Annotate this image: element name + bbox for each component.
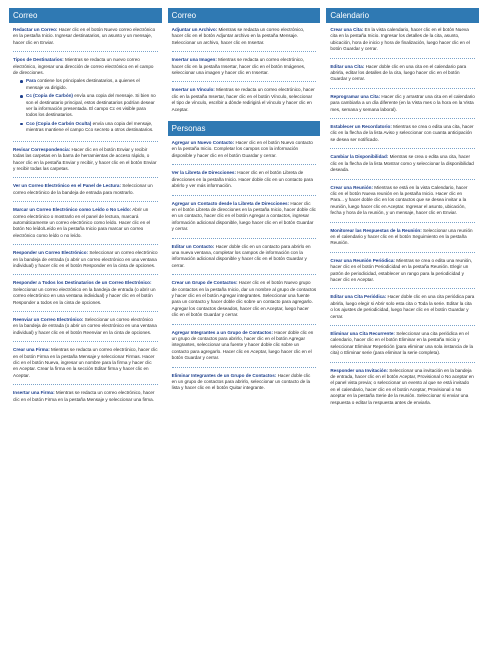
instruction-term: Editar un Contacto: <box>171 243 215 249</box>
instruction-item <box>172 244 317 270</box>
instruction-text: Seleccionar una cita periódica en el calendario, hacer clic en el botón Eliminar en la pestaña Inicio y seleccionar Eliminar Repetición (para eliminar una sola instancia de la cita) o Eliminar serie (para eliminar la serie completa). <box>330 331 474 356</box>
instruction-item <box>172 140 317 159</box>
sub-term: Cco (Copia de Carbón Oculta) <box>26 120 92 126</box>
instruction-term: Insertar un Vínculo: <box>171 87 215 93</box>
instruction-term: Editar una Cita Periódica: <box>330 294 387 300</box>
divider <box>172 238 317 239</box>
column-1 <box>9 8 162 640</box>
instruction-item <box>13 57 158 135</box>
divider <box>330 58 475 59</box>
instruction-text: Seleccionar una invitación en la bandeja de entrada, hacer clic en el botón Aceptar, Provisional o No aceptar en el panel vista previa; o seleccionar un evento al que se está invitado en el calendario, hacer clic en el botón Aceptar, Provisional o No aceptar en la pestaña Serie de la reunión. Seleccionar si enviar una respuesta o editar la respuesta antes de enviarla. <box>330 367 474 405</box>
instruction-term: Ver un Correo Electrónico en el Panel de Lectura: <box>13 183 121 189</box>
divider <box>172 81 317 82</box>
instruction-term: Reenviar un Correo Electrónico: <box>13 317 84 322</box>
instruction-term: Responder a Todos los Destinatarios de un Correo Electrónico: <box>13 280 152 286</box>
divider <box>330 179 475 180</box>
instruction-text: Mientras se redacta un nuevo correo electrónico, ingresar una dirección de correo electrónico en el campo de direcciones. <box>13 57 154 76</box>
instruction-term: Responder una Invitación: <box>330 367 389 373</box>
instruction-item <box>330 228 475 247</box>
instruction-term: Monitorear las Respuestas de la Reunión: <box>330 227 422 233</box>
instruction-term: Crear una Reunión: <box>330 184 373 190</box>
sub-list-item <box>19 78 158 91</box>
divider <box>172 274 317 275</box>
instruction-text: Hacer doble clic en un grupo de contactos para abrirlo, seleccionar un contacto de la lista y hacer clic en el botón Quitar integrante. <box>171 372 311 391</box>
instruction-text: Hacer clic en el botón Libreta de direcciones en la pestaña Inicio, hacer doble clic en un contacto, hacer clic en el botón Agregar a contactos, ingresar información adicional disponible, luego hacer clic en el botón Guardar y cerrar. <box>171 200 316 232</box>
instruction-item <box>13 347 158 379</box>
instruction-text: Hacer clic en el botón Libreta de direcciones en la pestaña Inicio. Hacer doble clic en un contacto para abrirlo y ver más información. <box>171 170 313 189</box>
instruction-term: Editar una Cita: <box>330 63 365 69</box>
divider <box>13 274 158 275</box>
instruction-term: Establecer un Recordatorio: <box>330 124 392 130</box>
divider <box>13 51 158 52</box>
sub-text: contiene los principales destinatarios, a quienes el mensaje va dirigido. <box>26 78 140 90</box>
divider <box>13 244 158 245</box>
section-header: Calendario <box>326 8 479 23</box>
divider <box>330 118 475 119</box>
instruction-term: Crear una Firma: <box>13 347 50 353</box>
instruction-item <box>172 27 317 46</box>
instruction-term: Agregar un Contacto desde la Libreta de Direcciones: <box>171 200 290 206</box>
instruction-item <box>172 330 317 362</box>
instruction-term: Eliminar Integrantes de un Grupo de Contactos: <box>171 372 277 378</box>
instruction-text: Hacer doble clic en una cita periódica para abrirla, luego elegir si Abrir solo esta cita o Toda la serie. Editar la cita o los ajustes de periodicidad, luego hacer clic en el botón Guardar y cerrar. <box>330 294 475 319</box>
instruction-text: Mientras se redacta un correo electrónico, hacer clic en el botón Adjuntar archivo en la pestaña Mensaje. Seleccionar un archivo, hacer clic en Insertar. <box>171 27 305 45</box>
instruction-text: Mientras se redacta un correo electrónico, hacer clic en el botón Firma en la pestaña Mensaje y seleccionar una firma. <box>13 390 155 402</box>
instruction-text: Hacer clic en el botón Nuevo grupo de contactos en la pestaña Inicio, dar un nombre al grupo de contactos y hacer clic en el botón Agregar integrantes. Seleccionar una fuente para un contacto y hacer doble clic sobre un contacto para agregarlo. Agregar los contactos deseados, hacer clic en Aceptar, luego hacer clic en el botón Guardar y cerrar. <box>171 280 317 318</box>
divider <box>13 177 158 178</box>
divider <box>172 51 317 52</box>
divider <box>13 141 158 142</box>
divider <box>330 288 475 289</box>
instruction-term: Responder un Correo Electrónico: <box>13 250 89 256</box>
divider <box>330 88 475 89</box>
instruction-item <box>172 280 317 318</box>
instruction-item <box>330 185 475 217</box>
instruction-text: Mientras se redacta un correo electrónico, hacer clic en la pestaña Insertar, hacer clic en el botón Vínculo, seleccionar el tipo de vínculo, escribir a dónde redirigirá el vínculo y hacer clic en Aceptar. <box>171 87 315 112</box>
instruction-item <box>330 64 475 83</box>
sub-list <box>13 78 158 133</box>
instruction-item <box>172 201 317 233</box>
divider <box>172 324 317 325</box>
instruction-term: Crear una Cita: <box>330 27 364 32</box>
column-3 <box>326 8 479 640</box>
instruction-term: Crear un Grupo de Contactos: <box>171 280 238 286</box>
sub-text: envía una copia del mensaje, mientras mantiene el campo Cco secreto a otros destinatarios. <box>26 120 154 133</box>
divider <box>330 362 475 363</box>
instruction-term: Marcar un Correo Electrónico como Leído o No Leído: <box>13 207 132 213</box>
divider <box>172 195 317 196</box>
instruction-text: Hacer doble clic en una cita en el calendario para abrirla, editar los detalles de la cita, luego hacer clic en el botón Guardar y cerrar. <box>330 63 467 82</box>
instruction-text: Hacer clic en el botón Nuevo contacto en la pestaña Inicio. Completar los campos con la información disponible y hacer clic en el botón Guardar y cerrar. <box>171 140 313 158</box>
instruction-text: Seleccionar una reunión en el calendario y hacer clic en el botón Seguimiento en la pestaña Reunión. <box>330 227 473 246</box>
instruction-item <box>330 154 475 173</box>
instruction-text: Hacer clic en el botón Nuevo correo electrónico en la pestaña Inicio. Ingresar destinatarios, un asunto y un mensaje, hacer clic en Enviar. <box>13 27 156 45</box>
instruction-text: Hacer clic en el botón Enviar y recibir todas las carpetas en la barra de herramientas de acceso rápido, o hacer clic en la pestaña Enviar y recibir, y hacer clic en el botón Enviar y recibir todas las carpetas. <box>13 146 157 171</box>
instruction-item <box>330 331 475 357</box>
instruction-item <box>330 294 475 320</box>
divider <box>172 164 317 165</box>
instruction-term: Revisar Correspondencia: <box>13 146 71 152</box>
divider <box>13 341 158 342</box>
instruction-item <box>13 147 158 173</box>
instruction-term: Insertar una Firma: <box>13 390 55 396</box>
section-header: Correo <box>9 8 162 23</box>
instruction-item <box>13 317 158 336</box>
instruction-text: Mientras se redacta un correo electrónico, hacer clic en el botón Firma en la pestaña Mensaje y seleccionar Firmas. Hacer clic en el botón Nueva, ingresar un nombre para la firma y hacer clic en Aceptar. Crear la firma en la sección Editar firma y hacer clic en Aceptar. <box>13 347 158 378</box>
instruction-item <box>172 373 317 392</box>
instruction-text: Mientras se crea o edita una cita, hacer clic en la flecha de la lista Aviso y seleccionar con cuanta anticipación se desea ser notificado. <box>330 124 474 142</box>
section-header: Correo <box>168 8 321 23</box>
divider <box>172 367 317 368</box>
instruction-item <box>172 87 317 113</box>
instruction-text: Abrir un correo electrónico o mostrarlo en el panel de lectura, marcará automáticamente un correo electrónico como leído. Hacer clic en el botón No leído/Leído en la pestaña Inicio para marcar un correo electrónico como leído o no leído. <box>13 207 151 238</box>
instruction-item <box>13 183 158 196</box>
instruction-text: En la vista calendario, hacer clic en el botón Nueva cita en la pestaña Inicio. Ingresar los detalles de la cita, asunto, ubicación, hora de inicio y hora de finalización, luego hacer clic en el botón Guardar y cerrar. <box>330 27 470 52</box>
instruction-text: Mientras se crea o edita una reunión, hacer clic en el botón Periodicidad en la pestaña Reunión. Elegir un patrón de periodicidad, establecer un rango para la periodicidad y hacer clic en Aceptar. <box>330 257 473 282</box>
instruction-text: Mientras se crea o edita una cita, hacer clic en la flecha de la lista Mostrar como y seleccionar la disponibilidad deseada. <box>330 154 474 173</box>
instruction-item <box>13 250 158 269</box>
instruction-item <box>13 390 158 403</box>
instruction-text: Mientras se está en la vista Calendario, hacer clic en el botón Nueva reunión en la pestaña Inicio. Hacer clic en Para... y hacer doble clic en los contactos que se desea invitar a la reunión, luego hacer clic en Aceptar. Ingresar el asunto, ubicación, fecha y hora de la reunión, y un mensaje, hacer clic en Enviar. <box>330 184 468 216</box>
instruction-text: Seleccionar un correo electrónico en la bandeja de entrada (o abrir un correo electrónico en una ventana individual) y hacer clic en el botón Responder en la cinta de opciones. <box>13 250 158 268</box>
divider <box>330 325 475 326</box>
instruction-term: Agregar un Nuevo Contacto: <box>171 140 235 146</box>
sub-text: envía una copia del mensaje. Si bien no son el destinatario principal, estos destinatarios podrían desear ver la información presentada. El campo Cc es visible para todos los destinatarios. <box>26 93 156 118</box>
instruction-item <box>172 57 317 76</box>
instruction-term: Reprogramar una Cita: <box>330 93 381 99</box>
instruction-item <box>330 124 475 143</box>
instruction-item <box>330 368 475 406</box>
instruction-item <box>330 258 475 284</box>
instruction-item <box>330 94 475 113</box>
instruction-item <box>330 27 475 53</box>
sub-list-item <box>19 93 158 119</box>
instruction-term: Adjuntar un Archivo: <box>171 27 218 32</box>
divider <box>330 148 475 149</box>
divider <box>13 201 158 202</box>
sub-term: Cc (Copia de Carbón) <box>26 93 73 99</box>
instruction-item <box>172 170 317 189</box>
instruction-term: Tipos de Destinatarios: <box>13 57 64 63</box>
instruction-item <box>13 27 158 46</box>
section-header: Personas <box>168 121 321 136</box>
instruction-item <box>13 207 158 239</box>
instruction-term: Redactar un Correo: <box>13 27 58 32</box>
divider <box>13 384 158 385</box>
sub-list-item <box>19 121 158 134</box>
instruction-text: Seleccionar un correo electrónico de la bandeja de entrada para mostrarlo. <box>13 183 153 195</box>
instruction-text: Seleccionar un correo electrónico en la bandeja de entrada (o abrir un correo electrónico en una ventana individual) y hacer clic en el botón Reenviar en la cinta de opciones. <box>13 317 157 335</box>
instruction-term: Cambiar la Disponibilidad: <box>330 154 389 160</box>
columns-container <box>9 8 479 640</box>
instruction-text: Hacer doble clic en un contacto para abrirlo en una nueva ventana, completar los campos de información con la información adicional disponible y hacer clic en el botón Guardar y cerrar. <box>171 243 311 268</box>
divider <box>330 252 475 253</box>
sub-term: Para <box>26 78 36 84</box>
divider <box>330 222 475 223</box>
instruction-term: Eliminar una Cita Recurrente: <box>330 331 395 336</box>
instruction-text: Mientras se redacta un correo electrónico, hacer clic en la pestaña Insertar, hacer clic en el botón Imágenes, seleccionar una imagen y hacer clic en Insertar. <box>171 57 306 76</box>
instruction-text: Hacer doble clic en un grupo de contactos para abrirlo, hacer clic en el botón Agregar integrantes, seleccionar una fuente y hacer doble clic sobre un contacto para agregarlo. Hacer clic en Aceptar, luego hacer clic en el botón Guardar y cerrar. <box>171 329 314 361</box>
instruction-term: Ver la Libreta de Direcciones: <box>171 170 237 176</box>
instruction-text: Seleccionar un correo electrónico en la bandeja de entrada (o abrir un correo electrónico en una ventana individual) y hacer clic en el botón Responder a todos en la cinta de opciones. <box>13 286 156 305</box>
instruction-term: Agregar Integrantes a un Grupo de Contactos: <box>171 329 274 335</box>
instruction-term: Crear una Reunión Periódica: <box>330 257 395 263</box>
instruction-text: Hacer clic y arrastrar una cita en el calendario para cambiarla a un día diferente (en la Vista mes o la hora en la Vista mes, semana y semana laboral). <box>330 93 475 112</box>
instruction-item <box>13 280 158 306</box>
instruction-term: Insertar una Imagen: <box>171 57 217 63</box>
column-2 <box>168 8 321 640</box>
divider <box>13 311 158 312</box>
